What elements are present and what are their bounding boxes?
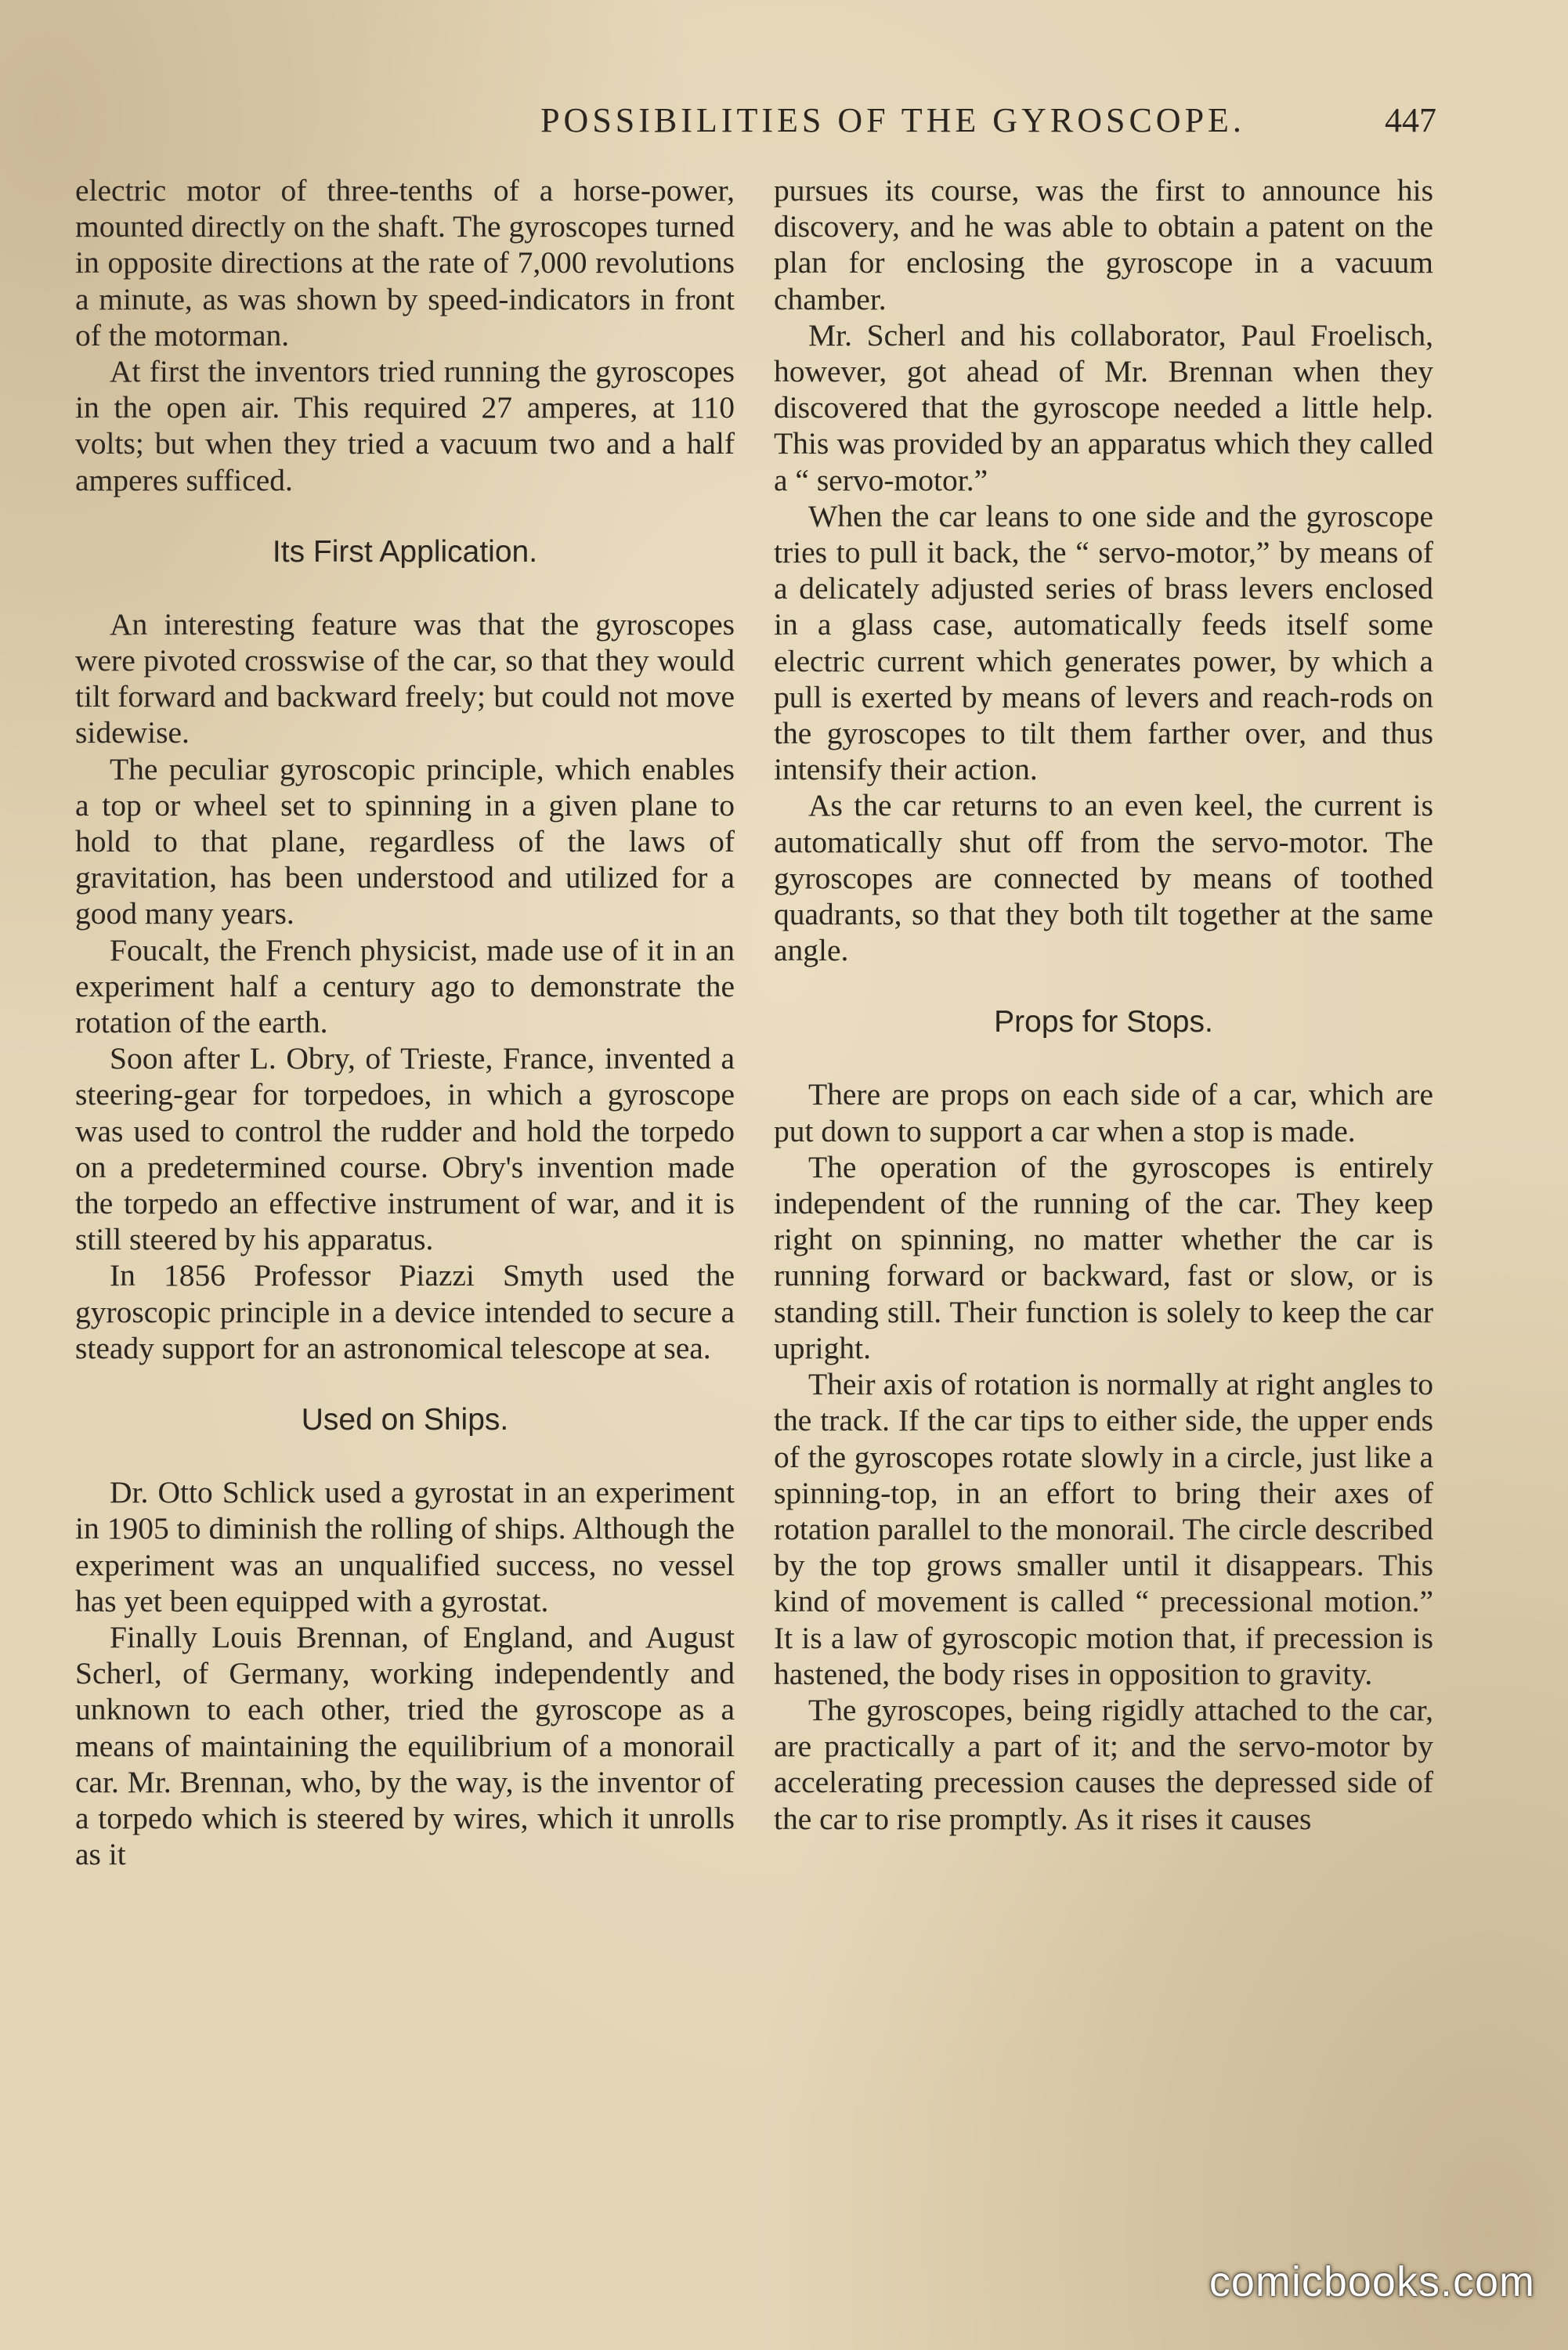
paragraph: Finally Louis Brennan, of England, and August Scherl, of Germany, working independently and unknown to each other, tried the gyroscope as a means of maintaining the equilibrium of a monorail car. Mr. Brennan, who, by the way, is the inventor of a torpedo which is steered by wires, which it unrolls as it: [75, 1619, 735, 1872]
paragraph: Mr. Scherl and his collaborator, Paul Froelisch, however, got ahead of Mr. Brennan when they discovered that the gyroscope needed a little help. This was provided by an apparatus which they called a “ servo-motor.”: [774, 317, 1433, 497]
page-number: 447: [1385, 101, 1436, 139]
paragraph: Their axis of rotation is normally at right angles to the track. If the car tips to either side, the upper ends of the gyroscopes rotate slowly in a circle, just like a spinning-top, in an effort to bring their axes of rotation parallel to the monorail. The circle described by the top grows smaller until it disappears. This kind of movement is called “ precessional motion.” It is a law of gyroscopic motion that, if precession is hastened, the body rises in opposition to gravity.: [774, 1367, 1433, 1691]
paragraph: There are props on each side of a car, which are put down to support a car when a stop is made.: [774, 1077, 1433, 1148]
paragraph: As the car returns to an even keel, the current is automatically shut off from the servo-motor. The gyroscopes are connected by means of toothed quadrants, so that they both tilt together at the same angle.: [774, 788, 1433, 968]
paragraph: electric motor of three-tenths of a horse-power, mounted directly on the shaft. The gyroscopes turned in opposite directions at the rate of 7,000 revolutions a minute, as was shown by speed-indicators in front of the motorman.: [75, 173, 735, 352]
paragraph: The operation of the gyroscopes is entirely independent of the running of the car. They keep right on spinning, no matter whether the car is running forward or backward, fast or slow, or is standing still. Their function is solely to keep the car upright.: [774, 1149, 1433, 1365]
paragraph: The gyroscopes, being rigidly attached to the car, are practically a part of it; and the servo-motor by accelerating precession causes the depressed side of the car to rise promptly. As it rises it causes: [774, 1692, 1433, 1836]
paragraph: In 1856 Professor Piazzi Smyth used the gyroscopic principle in a device intended to secure a steady support for an astronomical telescope at sea.: [75, 1258, 735, 1365]
paragraph: pursues its course, was the first to announce his discovery, and he was able to obtain a patent on the plan for enclosing the gyroscope in a vacuum chamber.: [774, 173, 1433, 316]
paragraph: Dr. Otto Schlick used a gyrostat in an experiment in 1905 to diminish the rolling of ships. Although the experiment was an unqualified success, no vessel has yet been equipped with a gyrostat.: [75, 1475, 735, 1618]
paragraph: An interesting feature was that the gyroscopes were pivoted crosswise of the car, so that they would tilt forward and backward freely; but could not move sidewise.: [75, 606, 735, 750]
right-column: [774, 172, 1433, 1837]
paragraph: Soon after L. Obry, of Trieste, France, invented a steering-gear for torpedoes, in which a gyroscope was used to control the rudder and hold the torpedo on a predetermined course. Obry's invention made the torpedo an effective instrument of war, and it is still steered by his apparatus.: [75, 1041, 735, 1257]
running-header: POSSIBILITIES OF THE GYROSCOPE.: [540, 101, 1245, 139]
left-column: [75, 172, 735, 1872]
paragraph: At first the inventors tried running the gyroscopes in the open air. This required 27 amperes, at 110 volts; but when they tried a vacuum two and a half amperes sufficed.: [75, 354, 735, 497]
watermark-logo: comicbooks.com: [1209, 2258, 1535, 2305]
paragraph: Foucalt, the French physicist, made use of it in an experiment half a century ago to demonstrate the rotation of the earth.: [75, 932, 735, 1040]
section-heading: Its First Application.: [272, 534, 538, 569]
section-heading: Used on Ships.: [301, 1403, 509, 1437]
paragraph: The peculiar gyroscopic principle, which enables a top or wheel set to spinning in a given plane to hold to that plane, regardless of the laws of gravitation, has been understood and utilized for a good many years.: [75, 751, 735, 931]
section-heading: Props for Stops.: [994, 1005, 1213, 1039]
paragraph: When the car leans to one side and the gyroscope tries to pull it back, the “ servo-motor,” by means of a delicately adjusted series of brass levers enclosed in a glass case, automatically feeds itself some electric current which generates power, by which a pull is exerted by means of levers and reach-rods on the gyroscopes to tilt them farther over, and thus intensify their action.: [774, 498, 1433, 787]
